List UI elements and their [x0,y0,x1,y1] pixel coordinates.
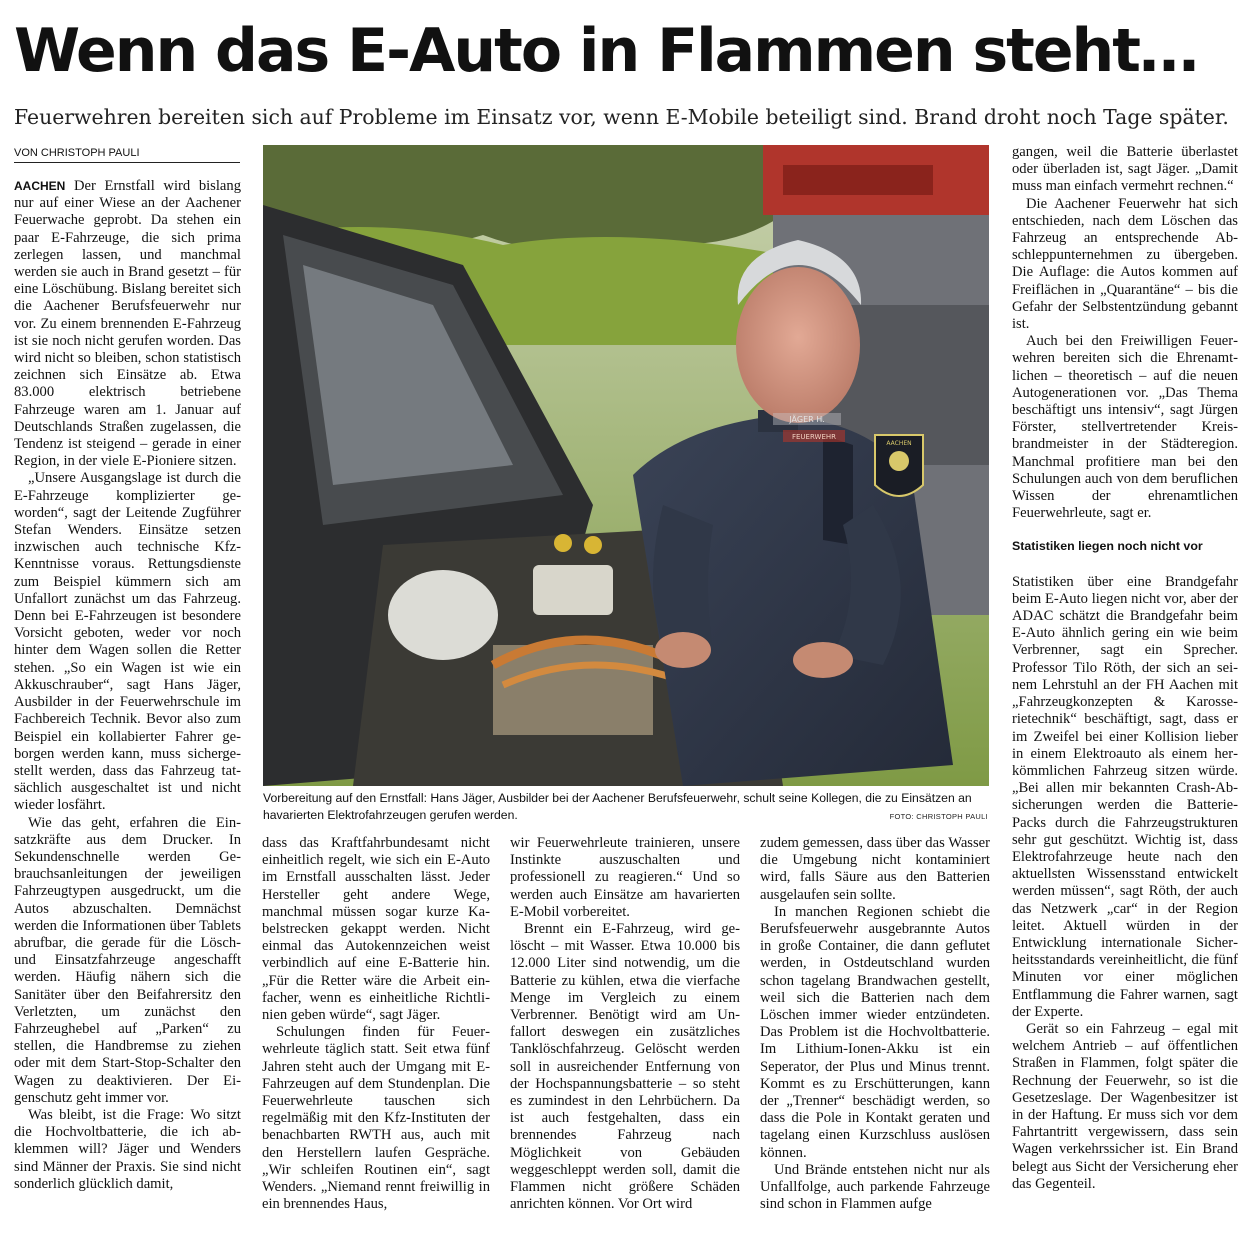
photo-credit: FOTO: CHRISTOPH PAULI [889,812,988,821]
paragraph [14,178,241,470]
paragraph: Schulungen finden für Feuerwehrleute täglich statt. Seit etwa fünf Jahren steht auch der Umgang mit E-Fahrzeugen auf dem Stundenplan. Die Feuerwehrleute tauschen sich regelmäßig mit den Kfz-Instituten der benachbarten RWTH aus, auch mit den Herstellern laufen Gespräche. „Wir schleifen Routinen ein“, sagt Wenders. „Niemand rennt freiwillig in ein brennendes Haus, [262,1024,490,1213]
article-column-2 [262,835,490,1230]
headline: Wenn das E-Auto in Flammen steht… [14,16,1197,86]
article-photo [263,145,989,786]
photo-illustration [263,145,989,786]
article-column-5 [1012,144,1238,1230]
sleeve-patch: FEUERWEHR [791,433,837,441]
paragraph: zudem gemessen, dass über das Wasser die Umgebung nicht kontaminiert wird, falls Säure aus den Batterien ausgelaufen sein sollte. [760,835,990,903]
paragraph: Und Brände entstehen nicht nur als Unfallfolge, auch parkende Fahrzeuge sind schon in Flammen aufge [760,1161,990,1213]
paragraph: Statistiken über eine Brandgefahr beim E-Auto liegen nicht vor, aber der ADAC schätzt die Brandgefahr beim E-Auto ähnlich gering ein wie beim Verbrenner, sagt ein Sprecher. Professor Tilo Röth, der sich an seinem Lehrstuhl an der FH Aachen mit „Fahrzeugkonzepten & Karosserietechnik“ beschäftigt, sagt, dass er im Zweifel bei einer Kollision lieber in einem Elektroauto als einem herkömmlichen Fahrzeug sitzen würde. „Bei allen mir bekannten Crash-Absicherungen werden die Batterie-Packs durch die Fahrzeugstrukturen sehr gut geschützt. Wichtig ist, dass Elektrofahrzeuge heute nach den aktuellsten Wissensstand entwickelt werden müssen“, sagt Röth, der auch das Netzwerk „car“ in der Region leitet. Aktuell würden in der Entwicklung internationale Sicherheitsstandards vereinheitlicht, die fünf Minuten vor einer möglichen Entflammung die Fahrer warnen, sagt der Experte. [1012,573,1238,1020]
dateline: AACHEN [14,179,66,193]
badge-text: AACHEN [886,440,912,447]
paragraph: Die Aachener Feuerwehr hat sich entschieden, nach dem Löschen das Fahrzeug an entsprechende Abschleppunternehmen zu übergeben. Die Auflage: die Autos kommen auf Freiflächen in „Quarantäne“ – bis die Gefahr der Selbstentzündung gebannt ist. [1012,195,1238,333]
article-column-4 [760,835,990,1230]
article-column-1 [14,178,241,1228]
paragraph: wir Feuerwehrleute trainieren, unsere Instinkte auszuschalten und professionell zu reagieren.“ Und so werden auch Einsätze am havarierten E-Mobil vorbereitet. [510,835,740,920]
subheadline: Feuerwehren bereiten sich auf Probleme im Einsatz vor, wenn E-Mobile beteiligt sind. Brand droht noch Tage später. [14,105,1229,129]
paragraph: gangen, weil die Batterie überlastet oder überladen ist, sagt Jäger. „Damit muss man einfach vermehrt rechnen.“ [1012,144,1238,195]
paragraph: Was bleibt, ist die Frage: Wo sitzt die Hochvoltbatterie, die ich abklemmen will? Jäger und Wenders sind Männer der Praxis. Sie sind nicht sonderlich glücklich damit, [14,1106,241,1192]
subhead: Statistiken liegen noch nicht vor [1012,539,1203,554]
paragraph: Gerät so ein Fahrzeug – egal mit welchem Antrieb – auf öffentlichen Straßen in Flammen, folgt später die Rechnung der Feuerwehr, so ist die Gesetzeslage. Der Wagenbesitzer ist in der Haftung. Er muss sich vor dem Fahrtantritt vergewissern, dass sein Wagen verkehrssicher ist. Ein Brand belegt aus Sicht der Versicherung eher das Gegenteil. [1012,1020,1238,1192]
paragraph: „Unsere Ausgangslage ist durch die E-Fahrzeuge komplizierter geworden“, sagt der Leitende Zugführer Stefan Wenders. Einsätze setzen inzwischen auch technische Kfz-Kenntnisse voraus. Rettungsdienste zum Beispiel kümmern sich am Unfallort zunächst um das Fahrzeug. Denn bei E-Fahrzeugen ist besondere Vorsicht geboten, weder vor noch hinter dem Wagen sollen die Retter stehen. „So ein Wagen ist wie ein Akkuschrauber“, sagt Hans Jäger, Ausbilder in der Feuerwehrschule im Fachbereich Technik. Bevor also zum Beispiel ein kollabierter Fahrer geborgen werden kann, muss sichergestellt werden, dass das Fahrzeug tatsächlich ausgeschaltet ist und nicht wieder losfährt. [14,470,241,814]
paragraph: Wie das geht, erfahren die Einsatzkräfte aus dem Drucker. In Sekundenschnelle werden Gebrauchsanleitungen der jeweiligen Fahrzeugtypen ausgedruckt, um die Autos abzuschalten. Demnächst werden die Informationen über Tablets abrufbar, die gerade für die Lösch- und Einsatzfahrzeuge angeschafft werden. Häufig nähern sich die Sanitäter über den Beifahrersitz den Verletzten, um zunächst den Fahrzeughebel auf „Parken“ zu stellen, die Handbremse zu ziehen oder mit dem Start-Stop-Schalter den Wagen zu deaktivieren. Der Eigenschutz geht immer vor. [14,814,241,1106]
photo-caption: Vorbereitung auf den Ernstfall: Hans Jäger, Ausbilder bei der Aachener Berufsfeuerwehr, schult seine Kollegen, die zu Einsätzen an havarierten Elektrofahrzeugen gerufen werden. [263,791,972,822]
paragraph: In manchen Regionen schiebt die Berufsfeuerwehr ausgebrannte Autos in große Container, die dann geflutet werden, in Ostdeutschland wurden schon tagelang Brandwachen gestellt, weil sich die Batterien nach dem Löschen immer wieder entzündeten. Das Problem ist die Hochvoltbatterie. Im Lithium-Ionen-Akku ist ein Seperator, der Plus und Minus trennt. Kommt es zu Erschütterungen, kann der „Trenner“ beschädigt werden, so dass die Pole in Kontakt geraten und tagelang einen Kurzschluss auslösen können. [760,903,990,1161]
paragraph: dass das Kraftfahrbundesamt nicht einheitlich regelt, wie sich ein E-Auto im Ernstfall ausschalten lässt. Jeder Hersteller geht andere Wege, manchmal müssen sogar kurze Kabelstrecken gekappt werden. Nicht einmal das Autokennzeichen weist verbindlich auf eine E-Batterie hin. „Für die Retter wäre die Arbeit einfacher, wenn es einheitliche Richtlinien geben würde“, sagt Jäger. [262,835,490,1024]
paragraph: Auch bei den Freiwilligen Feuerwehren bereiten sich die Ehrenamtlichen – theoretisch – auf die neuen Autogenerationen vor. „Das Thema beschäftigt uns intensiv“, sagt Jürgen Förster, stellvertretender Kreisbrandmeister in der Städteregion. Manchmal profitiere man bei den Schulungen auch von dem beruflichen Wissen der ehrenamtlichen Feuerwehrleute, sagt er. [1012,333,1238,522]
article-column-3 [510,835,740,1230]
paragraph-text: Der Ernstfall wird bislang nur auf einer Wiese an der Aachener Feuerwache geprobt. Da stehen ein paar E-Fahrzeuge, die sich prima zerlegen lassen, und manchmal werden sie auch in Brand gesetzt – für eine Löschübung. Bislang bereitet sich die Aachener Berufsfeuerwehr nur vor. Zu einem brennenden E-Fahrzeug ist sie noch nicht gerufen worden. Das wird nicht so bleiben, schon statistisch zeichnen sich Einsätze ab. Etwa 83.000 elektrisch betriebene Fahrzeuge waren am 1. Januar auf Deutschlands Straßen zugelassen, die Tendenz ist steigend – gerade in einer Region, in der viele E-Pioniere sitzen. [14,178,241,470]
name-tag: JÄGER H. [789,415,825,424]
byline: VON CHRISTOPH PAULI [14,145,240,163]
paragraph: Brennt ein E-Fahrzeug, wird gelöscht – mit Wasser. Etwa 10.000 bis 12.000 Liter sind notwendig, um die Batterie zu kühlen, etwa die vierfache Menge im Vergleich zu einem Verbrenner. Benötigt wird am Unfallort deswegen ein zusätzliches Tanklöschfahrzeug. Gelöscht werden soll in ausreichender Entfernung von der Hochspannungsbatterie – so steht es zumindest in den Lehrbüchern. Da ist auch festgehalten, dass ein brennendes Fahrzeug nach Möglichkeit von Gebäuden weggeschleppt werden soll, damit die Flammen nicht größere Schäden anrichten können. Vor Ort wird [510,921,740,1213]
